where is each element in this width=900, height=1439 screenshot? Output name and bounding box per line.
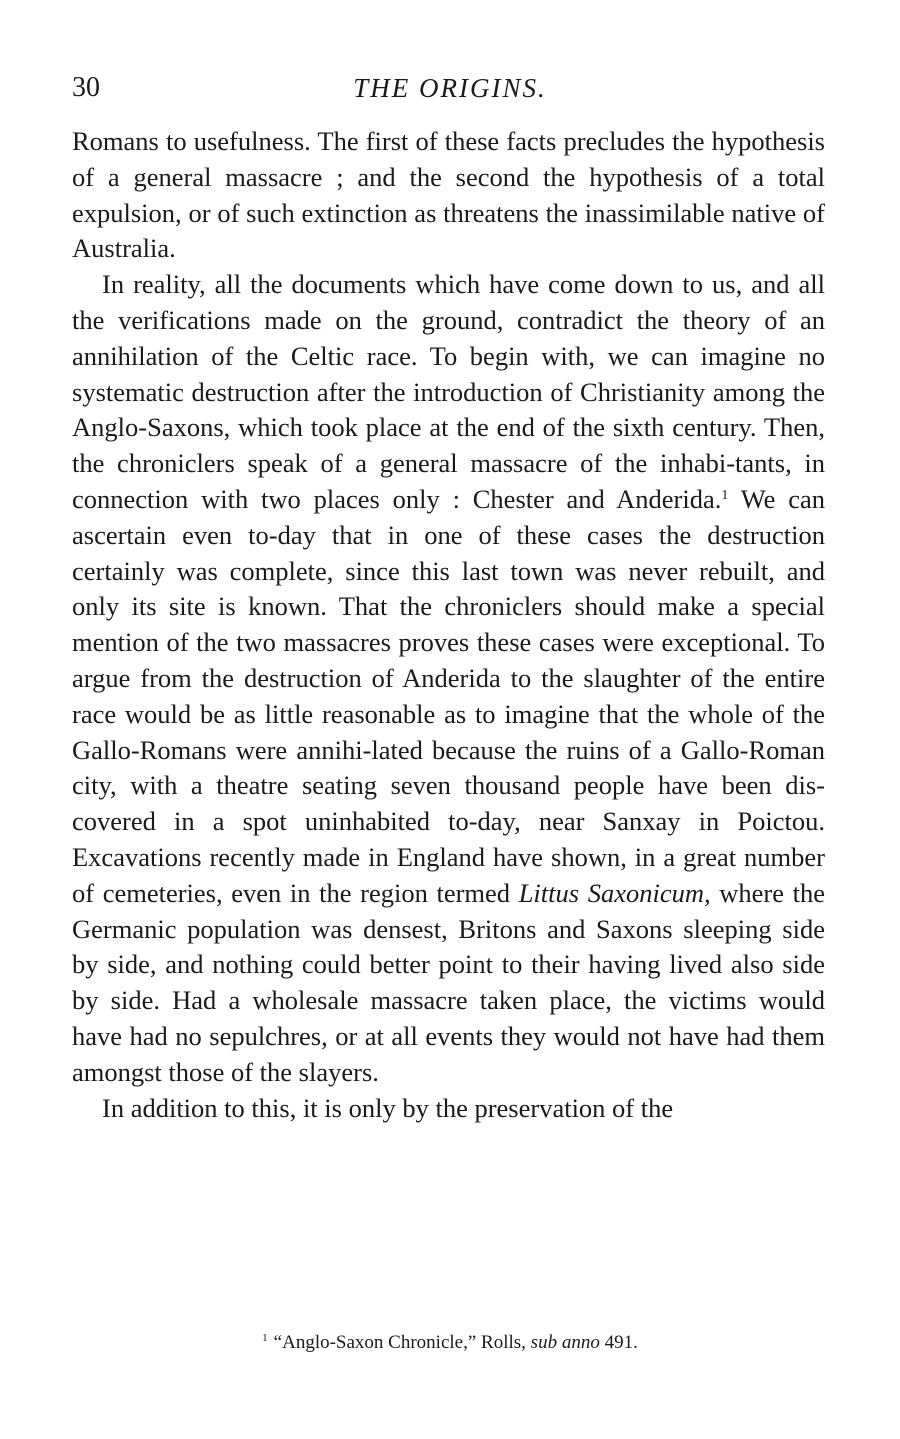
paragraph-text: Romans to usefulness. The first of these facts precludes the hypothesis of a general massacre ; and the second the hypothesis of a total expulsion, or of such extinction as threatens the inassimilable native of Australia. <box>72 126 825 264</box>
paragraph-continuation <box>72 124 825 267</box>
footnote <box>72 1330 828 1356</box>
footnote-text: 491. <box>599 1332 638 1353</box>
paragraph <box>72 267 825 1090</box>
italic-term: Littus Saxonicum, <box>518 877 711 908</box>
footnote-text: “Anglo-Saxon Chronicle,” Rolls, <box>273 1332 531 1353</box>
paragraph-text: We can ascertain even to-day that in one of these cases the destruction certainly was complete, since this last town was never rebuilt, and only its site is known. That the chroniclers should make a special mention of the two massacres proves these cases were exceptional. To argue from the destruction of Anderida to the slaughter of the entire race would be as little reasonable as to imagine that the whole of the Gallo-Romans were annihi-lated because the ruins of a Gallo-Roman city, with a theatre seating seven thousand people have been dis-covered in a spot uninhabited to-day, near Sanxay in Poictou. Excavations recently made in England have shown, in a great number of cemeteries, even in the region termed <box>72 483 825 908</box>
footnote-italic: sub anno <box>530 1332 600 1353</box>
footnote-reference[interactable]: 1 <box>721 487 729 503</box>
paragraph-text: In addition to this, it is only by the preservation of the <box>102 1092 674 1123</box>
paragraph-text: In reality, all the documents which have come down to us, and all the verifications made on the ground, contradict the theory of an annihilation of the Celtic race. To begin with, we can imagine no systematic destruction after the introduction of Christianity among the Anglo-Saxons, which took place at the end of the sixth century. Then, the chroniclers speak of a general massacre of the inhabi-tants, in connection with two places only : Chester and Anderida. <box>72 269 825 514</box>
paragraph-text: where the Germanic population was densest, Britons and Saxons sleeping side by side, and nothing could better point to their having lived also side by side. Had a wholesale massacre taken place, the victims would have had no sepulchres, or at all events they would not have had them amongst those of the slayers. <box>72 877 825 1087</box>
running-head <box>72 70 828 110</box>
running-title: THE ORIGINS. <box>353 73 547 103</box>
body-text <box>72 124 825 1126</box>
footnote-marker: 1 <box>262 1332 268 1344</box>
paragraph <box>72 1091 825 1127</box>
page-number: 30 <box>72 72 100 103</box>
